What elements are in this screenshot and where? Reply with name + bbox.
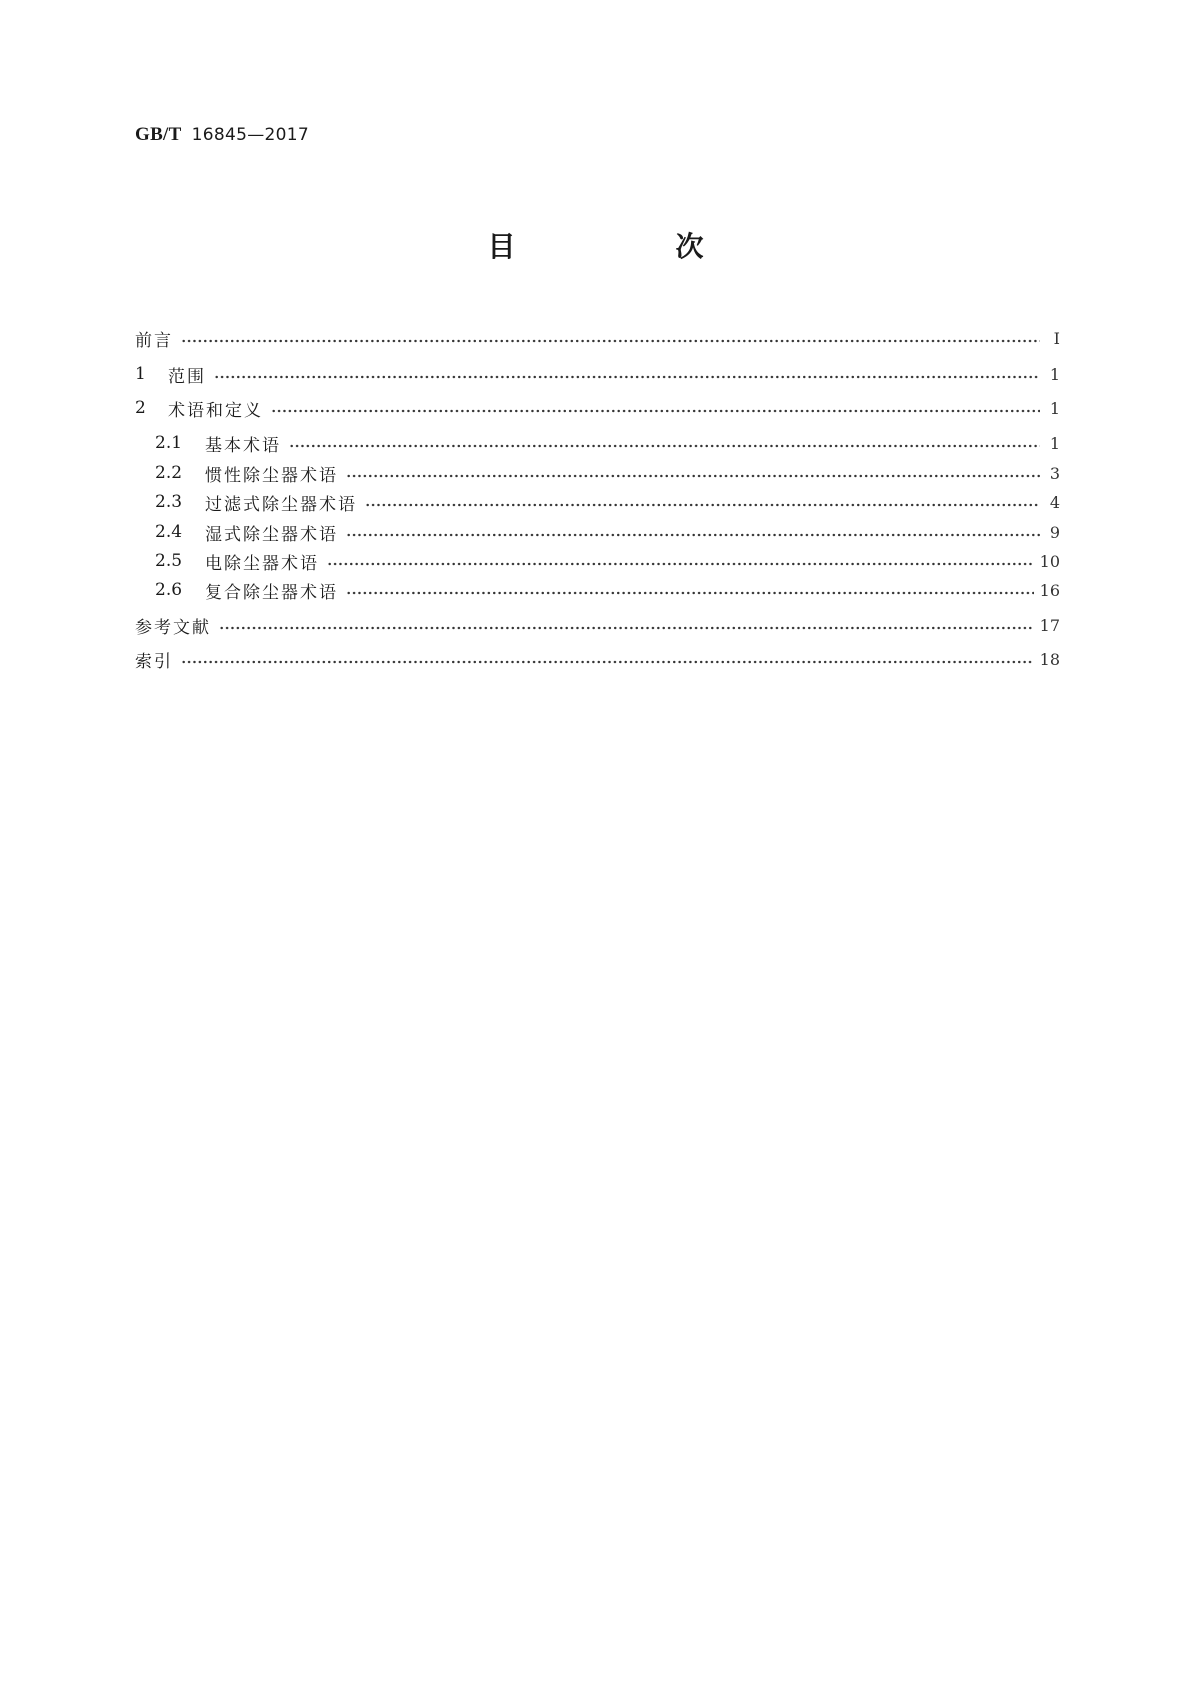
- toc-entry-bibliography[interactable]: [135, 612, 1060, 638]
- dot-leader: [327, 562, 1034, 566]
- toc-entry-number: 2.5: [155, 551, 183, 571]
- toc-entry-label: 索引: [135, 651, 173, 672]
- toc-entry-label: 前言: [135, 330, 173, 351]
- toc-entry-page: 1: [1049, 398, 1060, 418]
- dot-leader: [365, 503, 1040, 507]
- dot-leader: [181, 660, 1034, 664]
- dot-leader: [271, 409, 1040, 413]
- toc-entry-label: 参考文献: [135, 617, 211, 638]
- toc-entry-page: 3: [1049, 463, 1060, 483]
- toc-entry-label: 电除尘器术语: [205, 553, 319, 574]
- toc-entry-page: 1: [1049, 364, 1060, 384]
- toc-entry-number: 2.1: [155, 433, 183, 453]
- toc-entry-label: 惯性除尘器术语: [205, 465, 338, 486]
- page-title: 目 次: [487, 230, 770, 263]
- toc-entry-number: 2.3: [155, 492, 183, 512]
- standard-number: 16845—2017: [191, 125, 309, 145]
- standard-prefix: GB/T: [135, 124, 182, 145]
- toc-entry-label: 过滤式除尘器术语: [205, 494, 357, 515]
- toc-entry-wet-scrubber-terms[interactable]: [155, 519, 1060, 545]
- toc-entry-terms-and-definitions[interactable]: [135, 395, 1060, 421]
- toc-entry-page: 4: [1049, 492, 1060, 512]
- toc-entry-page: 18: [1039, 649, 1060, 669]
- dot-leader: [346, 533, 1040, 537]
- dot-leader: [214, 375, 1040, 379]
- toc-entry-label: 范围: [168, 366, 206, 387]
- toc-entry-preface[interactable]: [135, 325, 1060, 351]
- toc-entry-page: 9: [1049, 522, 1060, 542]
- dot-leader: [346, 591, 1034, 595]
- toc-entry-index[interactable]: [135, 646, 1060, 672]
- toc-entry-page: 1: [1049, 433, 1060, 453]
- toc-entry-page: 10: [1039, 551, 1060, 571]
- toc-entry-electrostatic-precipitator-terms[interactable]: [155, 548, 1060, 574]
- toc-entry-scope[interactable]: [135, 361, 1060, 387]
- dot-leader: [346, 474, 1040, 478]
- toc-entry-page: Ⅰ: [1053, 328, 1060, 348]
- toc-entry-number: 2.2: [155, 463, 183, 483]
- standard-identifier: [135, 124, 309, 146]
- toc-entry-label: 术语和定义: [168, 400, 263, 421]
- toc-entry-page: 16: [1039, 580, 1060, 600]
- toc-entry-number: 2: [135, 398, 146, 418]
- toc-entry-label: 复合除尘器术语: [205, 582, 338, 603]
- toc-entry-number: 2.6: [155, 580, 183, 600]
- toc-entry-number: 1: [135, 364, 146, 384]
- toc-entry-hybrid-collector-terms[interactable]: [155, 577, 1060, 603]
- dot-leader: [289, 444, 1040, 448]
- toc-entry-number: 2.4: [155, 522, 183, 542]
- dot-leader: [219, 626, 1034, 630]
- toc-entry-label: 基本术语: [205, 435, 281, 456]
- toc-entry-inertial-collector-terms[interactable]: [155, 460, 1060, 486]
- toc-entry-page: 17: [1039, 615, 1060, 635]
- dot-leader: [181, 339, 1040, 343]
- toc-entry-basic-terms[interactable]: [155, 430, 1060, 456]
- toc-entry-filter-collector-terms[interactable]: [155, 489, 1060, 515]
- toc-entry-label: 湿式除尘器术语: [205, 524, 338, 545]
